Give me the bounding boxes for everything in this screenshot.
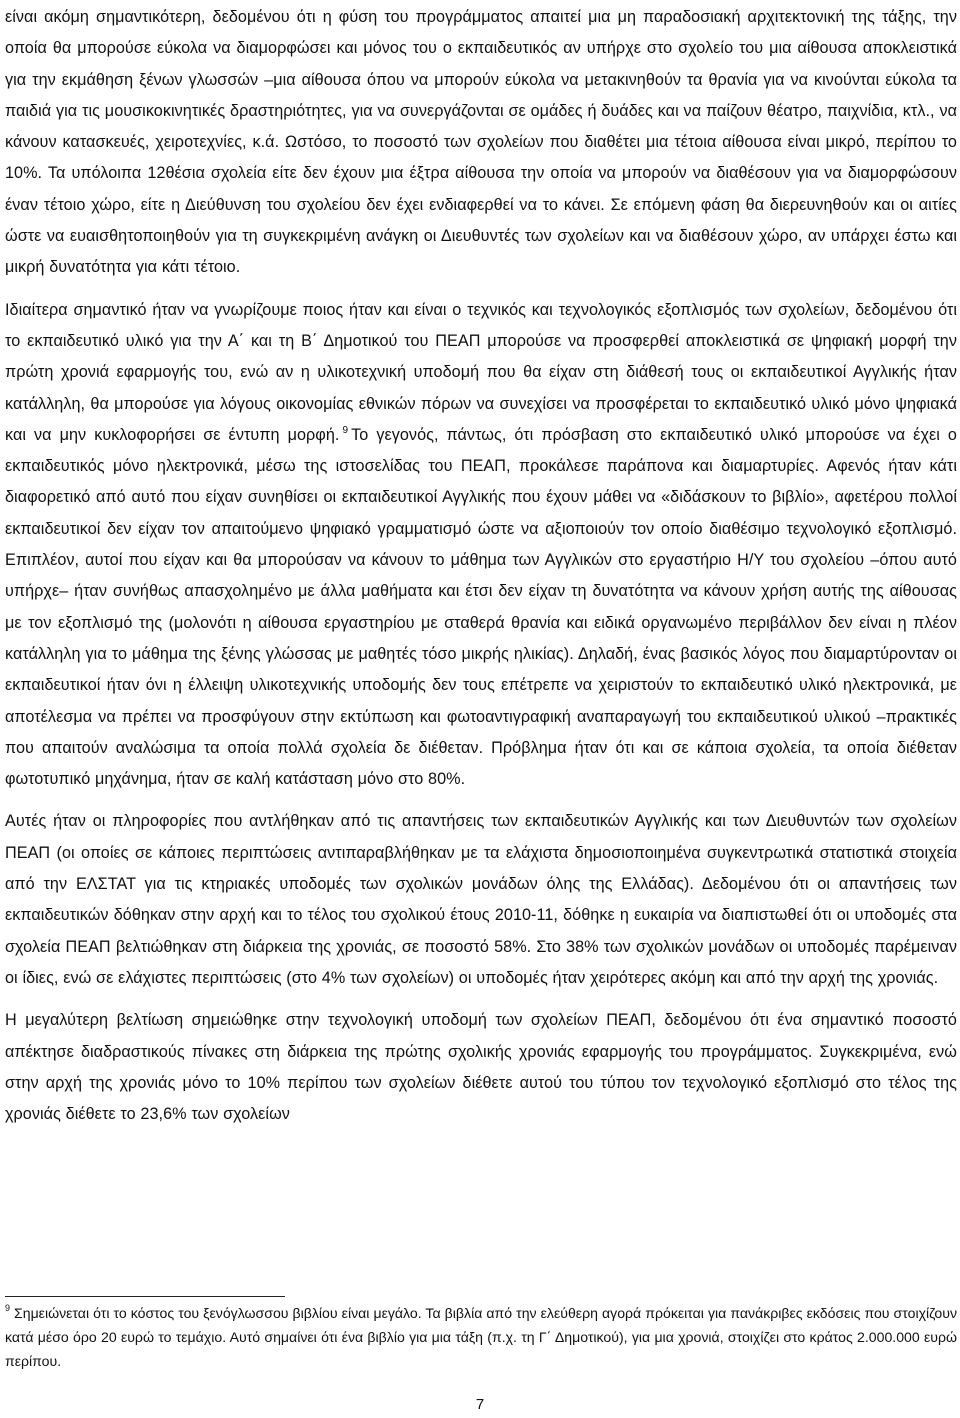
footnote-text: Σημειώνεται ότι το κόστος του ξενόγλωσσου βιβλίου είναι μεγάλο. Τα βιβλία από την ελεύθερη αγορά πρόκειται για πανάκριβες εκδόσεις που στοιχίζουν κατά μέσο όρο 20 ευρώ το τεμάχιο. Αυτό σημαίνει ότι ένα βιβλίο για μια τάξη (π.χ. τη Γ΄ Δημοτικού), για μια χρονιά, στοιχίζει στο κράτος 2.000.000 ευρώ περίπου. bbox=[5, 1305, 957, 1369]
paragraph-2-text-b: Το γεγονός, πάντως, ότι πρόσβαση στο εκπαιδευτικό υλικό μπορούσε να έχει ο εκπαιδευτικός μόνο ηλεκτρονικά, μέσω της ιστοσελίδας του ΠΕΑΠ, προκάλεσε παράπονα και διαμαρτυρίες. Αφενός ήταν κάτι διαφορετικό από αυτό που είχαν συνηθίσει οι εκπαιδευτικοί Αγγλικής που έχουν μάθει να «διδάσκουν το βιβλίο», αφετέρου πολλοί εκπαιδευτικοί δεν είχαν τον απαιτούμενο ψηφιακό γραμματισμό ώστε να αξιοποιούν τον οποίο διαθέσιμο τεχνολογικό εξοπλισμό. Επιπλέον, αυτοί που είχαν και θα μπορούσαν να κάνουν το μάθημα των Αγγλικών στο εργαστήριο Η/Υ του σχολείου –όπου αυτό υπήρχε– ήταν συνήθως απασχολημένο με άλλα μαθήματα και έτσι δεν είχαν τη δυνατότητα να κάνουν χρήση αυτής της αίθουσας με τον εξοπλισμό της (μολονότι η αίθουσα εργαστηρίου με σταθερά θρανία και ειδικά οργανωμένο περιβάλλον δεν είναι η πλέον κατάλληλη για το μάθημα της ξένης γλώσσας με μαθητές τόσο μικρής ηλικίας). Δηλαδή, ένας βασικός λόγος που διαμαρτύρονταν οι εκπαιδευτικοί ήταν όνι η έλλειψη υλικοτεχνικής υποδομής δεν τους επέτρεπε να χειριστούν το εκπαιδευτικό υλικό ηλεκτρονικά, με αποτέλεσμα να πρέπει να προσφύγουν στην εκτύπωση και φωτοαντιγραφική αναπαραγωγή του εκπαιδευτικού υλικού –πρακτικές που απαιτούν αναλώσιμα τα οποία πολλά σχολεία δε διέθεταν. Πρόβλημα ήταν ότι και σε κάποια σχολεία, τα οποία διέθεταν φωτοτυπικό μηχάνημα, ήταν σε καλή κατάσταση μόνο στο 80%. bbox=[5, 425, 957, 789]
footnote bbox=[5, 1301, 957, 1373]
footnote-marker: 9 bbox=[5, 1303, 11, 1313]
document-page bbox=[5, 2, 957, 1130]
paragraph-4: Η μεγαλύτερη βελτίωση σημειώθηκε στην τεχνολογική υποδομή των σχολείων ΠΕΑΠ, δεδομένου ότι ένα σημαντικό ποσοστό απέκτησε διαδραστικούς πίνακες στη διάρκεια της πρώτης σχολικής χρονιάς εφαρμογής του προγράμματος. Συγκεκριμένα, ενώ στην αρχή της χρονιάς μόνο το 10% περίπου των σχολείων διέθετε αυτού του τύπου τον τεχνολογικό εξοπλισμό στο τέλος της χρονιάς διέθετε το 23,6% των σχολείων bbox=[5, 1011, 957, 1124]
paragraph-2-text-a: Ιδιαίτερα σημαντικό ήταν να γνωρίζουμε ποιος ήταν και είναι ο τεχνικός και τεχνολογικός εξοπλισμός των σχολείων, δεδομένου ότι το εκπαιδευτικό υλικό για την Α΄ και τη Β΄ Δημοτικού του ΠΕΑΠ μπορούσε να προσφερθεί αποκλειστικά σε ψηφιακή μορφή την πρώτη χρονιά εφαρμογής του, ενώ αν η υλικοτεχνική υποδομή που θα είχαν στη διάθεσή τους οι εκπαιδευτικοί Αγγλικής ήταν κατάλληλη, θα μπορούσε για λόγους οικονομίας εθνικών πόρων να συνεχίσει να προσφέρεται το εκπαιδευτικό υλικό μόνο ψηφιακά και να μην κυκλοφορήσει σε έντυπη μορφή. bbox=[5, 300, 957, 444]
footnote-reference[interactable]: 9 bbox=[342, 424, 349, 436]
paragraph-2 bbox=[5, 295, 957, 796]
footnote-separator bbox=[5, 1296, 285, 1297]
paragraph-3: Αυτές ήταν οι πληροφορίες που αντλήθηκαν από τις απαντήσεις των εκπαιδευτικών Αγγλικής και των Διευθυντών των σχολείων ΠΕΑΠ (οι οποίες σε κάποιες περιπτώσεις αντιπαραβλήθηκαν με τα ελάχιστα δημοσιοποιημένα συγκεντρωτικά στατιστικά στοιχεία από την ΕΛΣΤΑΤ για τις κτηριακές υποδομές των σχολικών μονάδων όλης της Ελλάδας). Δεδομένου ότι οι απαντήσεις των εκπαιδευτικών δόθηκαν στην αρχή και το τέλος του σχολικού έτους 2010-11, δόθηκε η ευκαιρία να διαπιστωθεί ότι οι υποδομές στα σχολεία ΠΕΑΠ βελτιώθηκαν στη διάρκεια της χρονιάς, σε ποσοστό 58%. Στο 38% των σχολικών μονάδων οι υποδομές παρέμειναν οι ίδιες, ενώ σε ελάχιστες περιπτώσεις (στο 4% των σχολείων) οι υποδομές ήταν χειρότερες ακόμη και από την αρχή της χρονιάς. bbox=[5, 812, 957, 987]
paragraph-1: είναι ακόμη σημαντικότερη, δεδομένου ότι η φύση του προγράμματος απαιτεί μια μη παραδοσιακή αρχιτεκτονική της τάξης, την οποία θα μπορούσε εύκολα να διαμορφώσει και μόνος του ο εκπαιδευτικός αν υπήρχε στο σχολείο του μια αίθουσα αποκλειστικά για την εκμάθηση ξένων γλωσσών –μια αίθουσα όπου να μπορούν εύκολα να μετακινηθούν τα θρανία για να κινούνται εύκολα τα παιδιά για τις μουσικοκινητικές δραστηριότητες, για να συνεργάζονται σε ομάδες ή δυάδες και να παίζουν θέατρο, παιχνίδια, κτλ., να κάνουν κατασκευές, χειροτεχνίες, κ.ά. Ωστόσο, το ποσοστό των σχολείων που διαθέτει μια τέτοια αίθουσα είναι μικρό, περίπου το 10%. Τα υπόλοιπα 12θέσια σχολεία είτε δεν έχουν μια έξτρα αίθουσα την οποία να μπορούν να διαθέσουν για να διαμορφώσουν έναν τέτοιο χώρο, είτε η Διεύθυνση του σχολείου δεν έχει ενδιαφερθεί να το κάνει. Σε επόμενη φάση θα διερευνηθούν και οι αιτίες ώστε να ευαισθητοποιηθούν για τη συγκεκριμένη ανάγκη οι Διευθυντές των σχολείων και να διαθέσουν χώρο, αν υπάρχει έστω και μικρή δυνατότητα για κάτι τέτοιο. bbox=[5, 8, 957, 277]
page-number: 7 bbox=[475, 1396, 485, 1413]
